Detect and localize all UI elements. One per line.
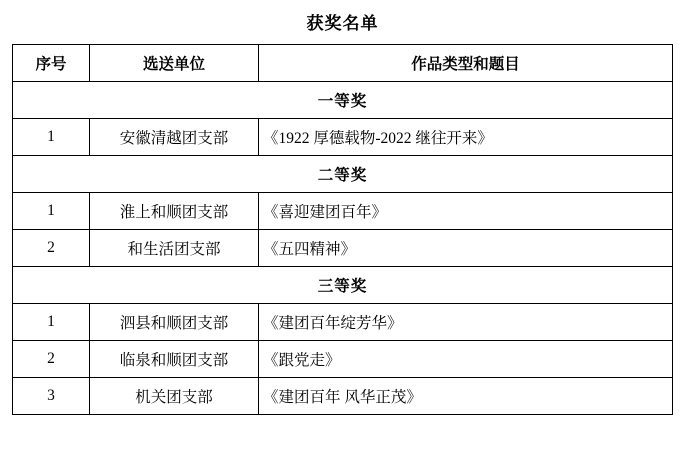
row-work: 《建团百年 风华正茂》 xyxy=(259,378,673,415)
row-unit: 安徽清越团支部 xyxy=(90,119,259,156)
column-header-no: 序号 xyxy=(13,45,90,82)
row-unit: 泗县和顺团支部 xyxy=(90,304,259,341)
table-row xyxy=(13,378,673,415)
row-work: 《建团百年绽芳华》 xyxy=(259,304,673,341)
column-header-unit: 选送单位 xyxy=(90,45,259,82)
section-label-first-prize: 一等奖 xyxy=(13,82,673,119)
section-row xyxy=(13,156,673,193)
row-unit: 和生活团支部 xyxy=(90,230,259,267)
page-title: 获奖名单 xyxy=(306,14,379,33)
award-list-table xyxy=(12,44,673,415)
section-row xyxy=(13,267,673,304)
table-header-row xyxy=(13,45,673,82)
row-no: 2 xyxy=(13,230,90,267)
table-row xyxy=(13,230,673,267)
row-no: 3 xyxy=(13,378,90,415)
row-unit: 机关团支部 xyxy=(90,378,259,415)
column-header-work: 作品类型和题目 xyxy=(259,45,673,82)
table-row xyxy=(13,304,673,341)
row-no: 1 xyxy=(13,193,90,230)
table-row xyxy=(13,341,673,378)
row-work: 《喜迎建团百年》 xyxy=(259,193,673,230)
row-no: 2 xyxy=(13,341,90,378)
table-row xyxy=(13,119,673,156)
table-row xyxy=(13,193,673,230)
row-work: 《五四精神》 xyxy=(259,230,673,267)
row-no: 1 xyxy=(13,119,90,156)
row-unit: 临泉和顺团支部 xyxy=(90,341,259,378)
row-work: 《1922 厚德载物-2022 继往开来》 xyxy=(259,119,673,156)
section-label-third-prize: 三等奖 xyxy=(13,267,673,304)
row-no: 1 xyxy=(13,304,90,341)
row-unit: 淮上和顺团支部 xyxy=(90,193,259,230)
section-row xyxy=(13,82,673,119)
section-label-second-prize: 二等奖 xyxy=(13,156,673,193)
table-header xyxy=(13,45,673,82)
table-body xyxy=(13,82,673,415)
row-work: 《跟党走》 xyxy=(259,341,673,378)
